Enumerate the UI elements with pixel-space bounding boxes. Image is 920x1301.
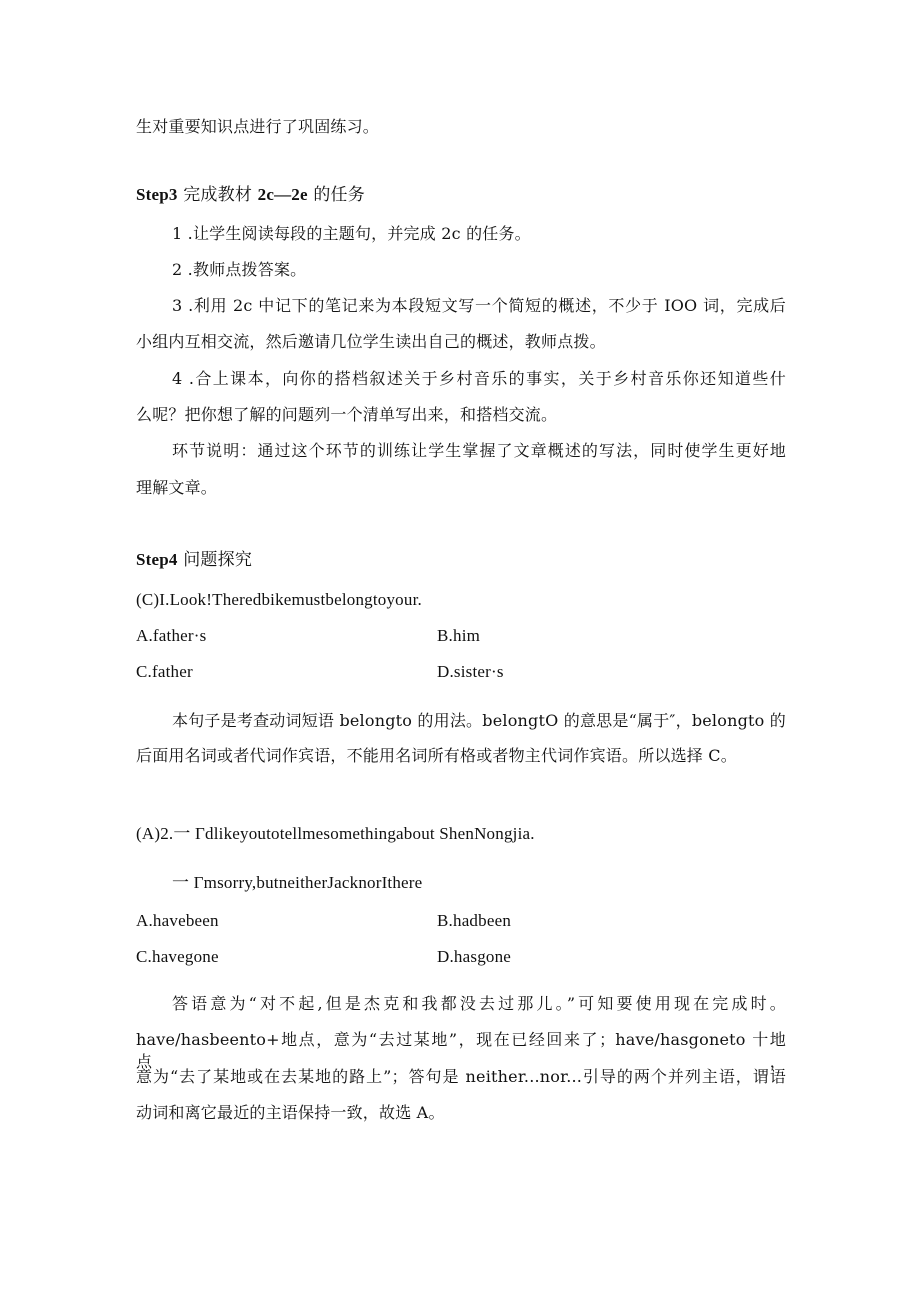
step4-heading <box>136 549 252 571</box>
step3-note-line-1: 环节说明：通过这个环节的训练让学生掌握了文章概述的写法，同时使学生更好地 <box>172 441 786 460</box>
question-2-explanation-line-1: 答语意为“对不起,但是杰克和我都没去过那儿。”可知要使用现在完成时。 <box>172 994 786 1013</box>
question-2-option-b: B.hadbeen <box>437 911 512 930</box>
intro-tail-line: 生对重要知识点进行了巩固练习。 <box>136 117 380 136</box>
step4-label: Step4 <box>136 550 178 569</box>
step3-heading <box>136 184 365 206</box>
question-1-option-a: A.father·s <box>136 626 207 645</box>
question-1-option-b: B.him <box>437 626 481 645</box>
question-1-explanation-line-1: 本句子是考查动词短语 belongto 的用法。belongtO 的意思是“属于″，belongto 的 <box>172 711 786 730</box>
step3-label: Step3 <box>136 185 178 204</box>
step3-item-3-line-1: 3 .利用 2c 中记下的笔记来为本段短文写一个简短的概述，不少于 IOO 词，完成后 <box>172 296 786 315</box>
step4-heading-text: 问题探究 <box>177 550 253 570</box>
step3-item-3-line-2: 小组内互相交流，然后邀请几位学生读出自己的概述，教师点拨。 <box>136 332 606 351</box>
question-2-explanation-line-4: 动词和离它最近的主语保持一致，故选 A。 <box>136 1103 445 1122</box>
question-1-option-d: D.sister·s <box>437 662 504 681</box>
question-1-stem: (C)I.Look!Theredbikemustbelongtoyour. <box>136 590 422 609</box>
question-1-option-c: C.father <box>136 662 193 681</box>
question-2-option-c: C.havegone <box>136 947 219 966</box>
question-1-explanation-line-2: 后面用名词或者代词作宾语，不能用名词所有格或者物主代词作宾语。所以选择 C。 <box>136 746 737 765</box>
step3-item-2: 2 .教师点拨答案。 <box>172 260 307 279</box>
step3-heading-text-1: 完成教材 <box>177 185 258 205</box>
step3-note-line-2: 理解文章。 <box>136 478 218 497</box>
question-2-option-d: D.hasgone <box>437 947 512 966</box>
step3-heading-text-2: 的任务 <box>307 185 365 205</box>
question-2-explanation-line-3: 意为“去了某地或在去某地的路上”；答句是 neither...nor...引导的两个并列主语，谓语 <box>136 1067 786 1086</box>
question-2-explanation-line-2: have/hasbeento+地点，意为“去过某地”，现在已经回来了；have/hasgoneto 十地点， <box>136 1030 786 1071</box>
step3-item-1: 1 .让学生阅读每段的主题句，并完成 2c 的任务。 <box>172 224 531 243</box>
step3-item-4-line-2: 么呢？把你想了解的问题列一个清单写出来，和搭档交流。 <box>136 405 558 424</box>
question-2-reply: 一 Γmsorry,butneitherJacknorIthere <box>172 873 423 892</box>
step3-range: 2c—2e <box>257 185 308 204</box>
step3-item-4-line-1: 4 .合上课本，向你的搭档叙述关于乡村音乐的事实，关于乡村音乐你还知道些什 <box>172 369 786 388</box>
question-2-option-a: A.havebeen <box>136 911 219 930</box>
question-2-stem: (A)2.一 Γdlikeyoutotellmesomethingabout ShenNongjia. <box>136 824 535 843</box>
